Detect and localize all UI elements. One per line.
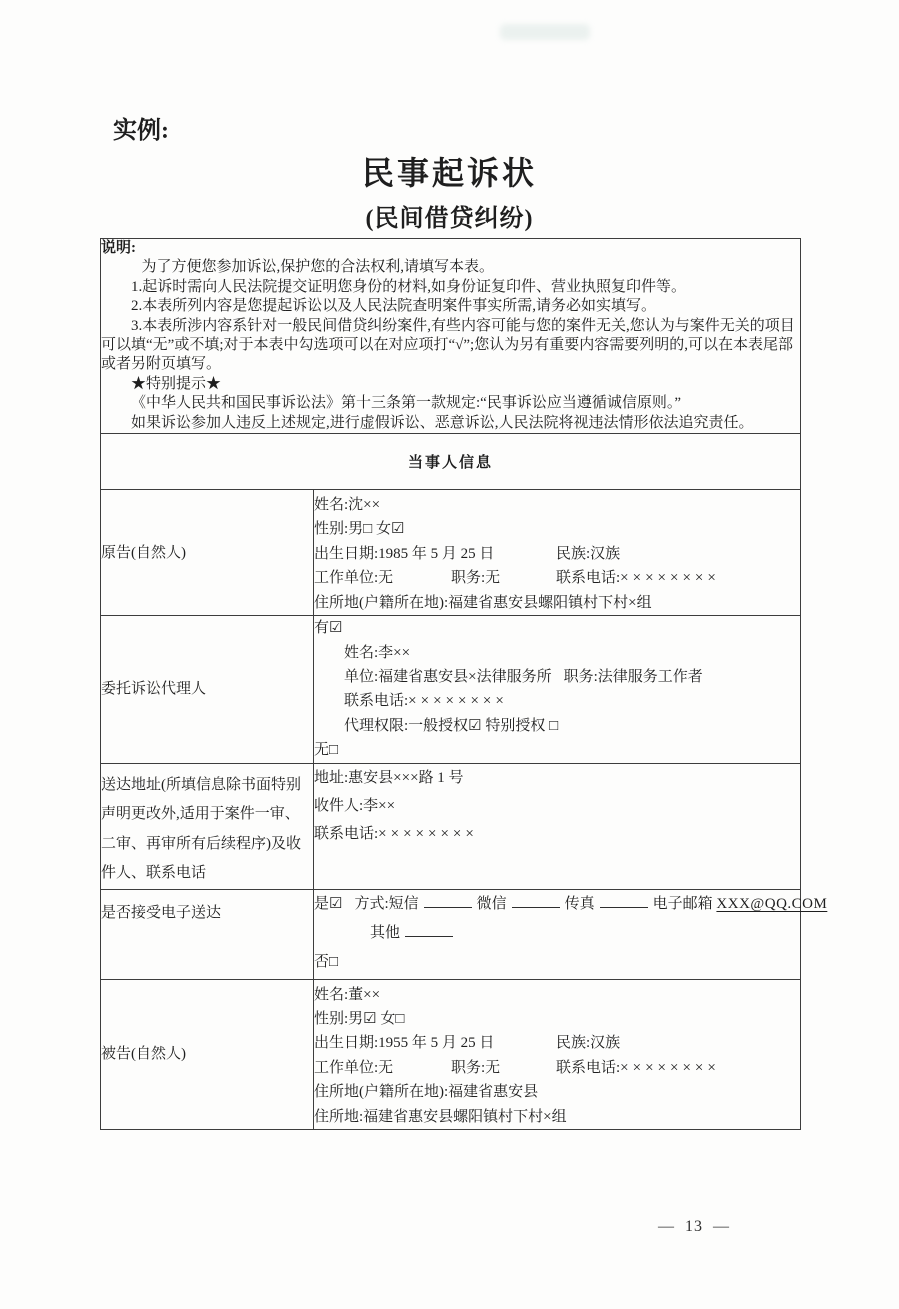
plaintiff-ethnicity: 民族:汉族 — [556, 545, 621, 562]
electronic-service-row — [101, 889, 801, 979]
agent-row — [101, 616, 801, 763]
defendant-label: 被告(自然人) — [101, 979, 314, 1129]
plaintiff-work-line — [314, 566, 800, 590]
agent-position: 职务:法律服务工作者 — [563, 668, 703, 685]
electronic-yes-line — [314, 890, 828, 919]
section-header: 当事人信息 — [101, 434, 801, 490]
plaintiff-employer: 工作单位:无 — [314, 570, 394, 587]
instructions-paragraph: 1.起诉时需向人民法院提交证明您身份的材料,如身份证复印件、营业执照复印件等。 — [131, 278, 687, 295]
defendant-birth-date: 出生日期:1955 年 5 月 25 日 — [314, 1035, 495, 1052]
service-phone-value: ×××××××× — [378, 825, 478, 842]
section-header-row — [101, 434, 801, 490]
service-recipient-line: 收件人:李×× — [314, 797, 396, 814]
defendant-work-line — [314, 1056, 800, 1080]
electronic-other-line — [370, 919, 800, 948]
agent-authority-line: 代理权限:一般授权☑ 特别授权 □ — [344, 717, 559, 734]
plaintiff-birth-line — [314, 542, 800, 566]
fax-blank-field — [600, 895, 648, 908]
plaintiff-phone-value: ×××××××× — [620, 570, 720, 587]
agent-has-checkbox-line: 有☑ — [314, 620, 343, 637]
service-phone-label: 联系电话: — [314, 825, 379, 842]
defendant-position: 职务:无 — [451, 1059, 501, 1076]
scan-bleed-artifact — [500, 24, 590, 40]
agent-org-line — [344, 665, 800, 689]
plaintiff-address-line: 住所地(户籍所在地):福建省惠安县螺阳镇村下村×组 — [314, 594, 652, 611]
plaintiff-content — [314, 490, 801, 616]
agent-phone-value: ×××××××× — [408, 693, 508, 710]
sms-blank-field — [424, 895, 472, 908]
instructions-row — [101, 239, 801, 434]
wechat-label: 微信 — [476, 895, 507, 912]
instructions-heading: 说明: — [101, 240, 136, 256]
instructions-cell — [101, 239, 801, 434]
service-phone-line — [314, 820, 800, 848]
doc-subtitle: (民间借贷纠纷) — [365, 206, 534, 232]
electronic-service-content — [314, 889, 828, 979]
page-number-dash: — — [658, 1218, 675, 1235]
plaintiff-position: 职务:无 — [451, 570, 501, 587]
email-value: XXX@QQ.COM — [716, 895, 828, 912]
agent-phone-label: 联系电话: — [344, 693, 409, 710]
defendant-birth-line — [314, 1031, 800, 1055]
special-notice-heading: ★特别提示★ — [131, 375, 222, 392]
plaintiff-birth-date: 出生日期:1985 年 5 月 25 日 — [314, 545, 495, 562]
wechat-blank-field — [512, 895, 560, 908]
plaintiff-row — [101, 490, 801, 616]
agent-content — [314, 616, 801, 763]
other-label: 其他 — [370, 924, 401, 941]
defendant-residence-address-line: 住所地:福建省惠安县螺阳镇村下村×组 — [314, 1108, 567, 1125]
complaint-form-table — [100, 238, 828, 1130]
defendant-phone-value: ×××××××× — [620, 1059, 720, 1076]
instructions-paragraph: 2.本表所列内容是您提起诉讼以及人民法院查明案件事实所需,请务必如实填写。 — [131, 298, 657, 315]
defendant-phone-label: 联系电话: — [556, 1059, 621, 1076]
email-label: 电子邮箱 — [652, 895, 713, 912]
doc-title: 民事起诉状 — [361, 155, 537, 191]
defendant-name-line: 姓名:董×× — [314, 986, 381, 1003]
plaintiff-gender-line: 性别:男□ 女☑ — [314, 521, 405, 538]
defendant-employer: 工作单位:无 — [314, 1059, 394, 1076]
example-label: 实例: — [113, 118, 169, 144]
instructions-paragraph: 为了方便您参加诉讼,保护您的合法权利,请填写本表。 — [141, 259, 495, 276]
page-number-value: 13 — [685, 1218, 703, 1235]
electronic-service-label: 是否接受电子送达 — [101, 889, 314, 979]
electronic-method-sms: 方式:短信 — [354, 895, 419, 912]
instructions-paragraph: 如果诉讼参加人违反上述规定,进行虚假诉讼、恶意诉讼,人民法院将视违法情形依法追究责任。 — [131, 414, 754, 431]
defendant-gender-line: 性别:男☑ 女□ — [314, 1010, 405, 1027]
instructions-paragraph: 《中华人民共和国民事诉讼法》第十三条第一款规定:“民事诉讼应当遵循诚信原则。” — [131, 395, 681, 412]
plaintiff-name-line: 姓名:沈×× — [314, 497, 381, 514]
agent-phone-line — [344, 689, 800, 713]
plaintiff-label: 原告(自然人) — [101, 490, 314, 616]
service-address-label: 送达地址(所填信息除书面特别声明更改外,适用于案件一审、二审、再审所有后续程序)及收件人、联系电话 — [101, 763, 314, 889]
electronic-yes-checkbox: 是☑ — [314, 895, 343, 912]
agent-label: 委托诉讼代理人 — [101, 616, 314, 763]
service-address-content — [314, 763, 801, 889]
defendant-registered-address-line: 住所地(户籍所在地):福建省惠安县 — [314, 1084, 539, 1101]
defendant-row — [101, 979, 801, 1129]
agent-org: 单位:福建省惠安县×法律服务所 — [344, 668, 552, 685]
page-number-dash: — — [713, 1218, 730, 1235]
defendant-ethnicity: 民族:汉族 — [556, 1035, 621, 1052]
instructions-paragraph: 3.本表所涉内容系针对一般民间借贷纠纷案件,有些内容可能与您的案件无关,您认为与案件无关的项目可以填“无”或不填;对于本表中勾选项可以在对应项打“√”;您认为另有重要内容需要列明的,可以在本表尾部或者另附页填写。 — [101, 317, 795, 373]
other-blank-field — [405, 924, 453, 937]
agent-name-line: 姓名:李×× — [344, 644, 411, 661]
page-number — [648, 1218, 740, 1236]
electronic-no-line: 否□ — [314, 953, 339, 970]
plaintiff-phone-label: 联系电话: — [556, 570, 621, 587]
service-address-row — [101, 763, 801, 889]
fax-label: 传真 — [564, 895, 595, 912]
agent-none-checkbox-line: 无□ — [314, 742, 339, 759]
service-address-line: 地址:惠安县×××路 1 号 — [314, 769, 464, 786]
defendant-content — [314, 979, 801, 1129]
